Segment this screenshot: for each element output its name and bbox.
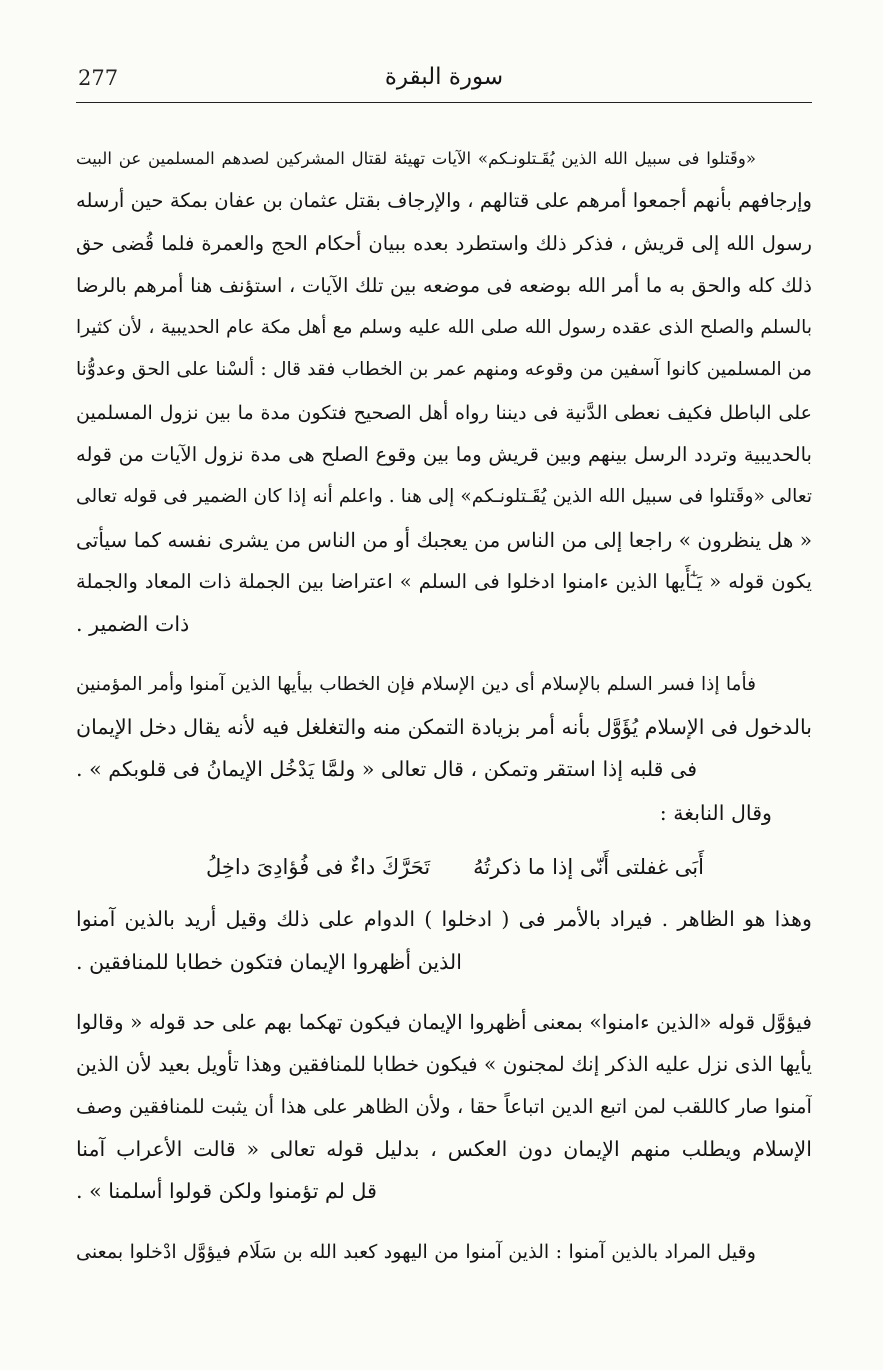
text-line: الإسلام ويطلب منهم الإيمان دون العكس ، بدليل قوله تعالى « قالت الأعراب آمنا xyxy=(76,1136,812,1161)
poem-hemistich-first: أَبَى غفلتى أَنّى إذا ما ذكرتُهُ xyxy=(473,855,704,880)
page-header xyxy=(76,56,812,103)
surah-title: سورة البقرة xyxy=(384,64,504,90)
text-line: فى قلبه إذا استقر وتمكن ، قال تعالى « ولمَّا يَدْخُل الإيمانُ فى قلوبكم » . xyxy=(76,757,698,782)
text-line: على الباطل فكيف نعطى الدَّنية فى ديننا رواه أهل الصحيح فتكون مدة ما بين نزول المسلمين xyxy=(76,400,812,424)
text-line: «وقَتلوا فى سبيل الله الذين يُقَـتلونـكم» الآيات تهيئة لقتال المشركين لصدهم المسلمين عن البيت xyxy=(76,149,756,168)
text-line: يكون قوله « يَـٰٓأَيها الذين ءامنوا ادخلوا فى السلم » اعتراضا بين الجملة ذات المعاد والجملة xyxy=(76,569,812,593)
poem-intro: وقال النابغة : xyxy=(659,801,772,826)
text-line: بالحديبية وتردد الرسل بينهم وبين قريش وما بين وقوع الصلح هى مدة نزول الآيات من قوله xyxy=(76,443,812,467)
text-line: بالسلم والصلح الذى عقده رسول الله صلى الله عليه وسلم مع أهل مكة عام الحديبية ، لأن كثيرا xyxy=(76,317,812,339)
text-line: وهذا هو الظاهر . فيراد بالأمر فى ( ادخلوا ) الدوام على ذلك وقيل أريد بالذين آمنوا xyxy=(76,907,812,932)
text-line: قل لم تؤمنوا ولكن قولوا أسلمنا » . xyxy=(76,1179,377,1204)
text-line: بالدخول فى الإسلام يُؤَوَّل بأنه أمر بزيادة التمكن منه والتغلغل فيه لأنه يقال دخل الإيمان xyxy=(76,714,812,739)
text-line: من المسلمين كانوا آسفين من وقوعه ومنهم عمر بن الخطاب فقد قال : ألسْنا على الحق وعدوُّنا xyxy=(76,359,812,381)
text-line: الذين أظهروا الإيمان فتكون خطابا للمنافقين . xyxy=(76,949,462,974)
text-line: ذلك كله والحق به ما أمر الله بوضعه فى موضعه بين تلك الآيات ، استؤنف هنا أمرهم بالرضا xyxy=(76,273,812,297)
text-line: تعالى «وقَتلوا فى سبيل الله الذين يُقَـتلونـكم» إلى هنا . واعلم أنه إذا كان الضمير فى قوله تعالى xyxy=(76,486,812,508)
text-line: ذات الضمير . xyxy=(76,612,190,637)
text-line: رسول الله إلى قريش ، فذكر ذلك واستطرد بعده ببيان أحكام الحج والعمرة فلما قُضى حق xyxy=(76,231,812,255)
text-line: فيؤوَّل قوله «الذين ءامنوا» بمعنى أظهروا الإيمان فيكون تهكما بهم على حد قوله « وقالوا xyxy=(76,1010,812,1035)
poem-hemistich-second: تَحَرَّكَ داءٌ فى فُؤادِىَ داخِلُ xyxy=(206,855,431,880)
poem-verse xyxy=(76,836,812,898)
text-line: يأيها الذى نزل عليه الذكر إنك لمجنون » فيكون خطابا للمنافقين وهذا تأويل بعيد لأن الذين xyxy=(76,1052,812,1077)
body-text xyxy=(76,138,812,1273)
text-line: وإرجافهم بأنهم أجمعوا أمرهم على قتالهم ، والإرجاف بقتل عثمان بن عفان بمكة حين أرسله xyxy=(76,189,812,213)
text-line: آمنوا صار كاللقب لمن اتبع الدين اتباعاً حقا ، ولأن الظاهر على هذا أن يثبت للمنافقين وصف xyxy=(76,1094,812,1118)
text-line: فأما إذا فسر السلم بالإسلام أى دين الإسلام فإن الخطاب بيأيها الذين آمنوا وأمر المؤمنين xyxy=(76,673,756,695)
text-line: وقيل المراد بالذين آمنوا : الذين آمنوا من اليهود كعبد الله بن سَلَام فيؤوَّل ادْخلوا بمعنى xyxy=(76,1239,756,1263)
page-number: 277 xyxy=(78,66,119,90)
text-line: « هل ينظرون » راجعا إلى من الناس من يعجبك أو من الناس من يشرى نفسه كما سيأتى xyxy=(76,527,812,552)
